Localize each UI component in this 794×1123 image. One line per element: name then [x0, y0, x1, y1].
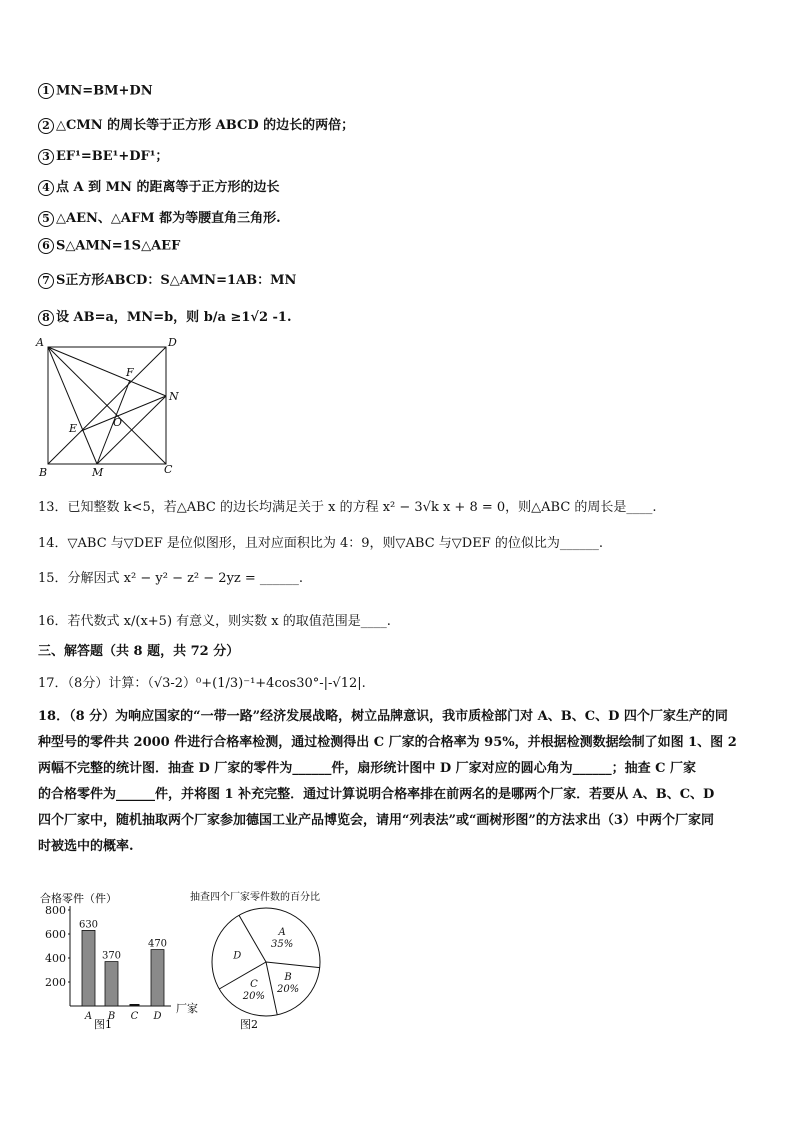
label-a: A	[36, 336, 44, 349]
label-n: N	[169, 390, 179, 403]
pie-divider	[219, 962, 266, 989]
label-o: O	[113, 416, 123, 429]
question-18-line: 两幅不完整的统计图．抽查 D 厂家的零件为______件，扇形统计图中 D 厂家对应的圆心角为______；抽查 C 厂家	[38, 761, 697, 776]
pie-chart-caption: 图2	[240, 1018, 258, 1031]
bar-category-label: C	[130, 1011, 139, 1022]
bar-data-label: 630	[78, 919, 99, 931]
bar-category-label: A	[84, 1011, 93, 1022]
bar-chart-title: 合格零件（件）	[40, 892, 117, 905]
question-16: 16．若代数式 x/(x+5) 有意义，则实数 x 的取值范围是____.	[38, 614, 391, 629]
question-15: 15．分解因式 x² − y² − z² − 2yz = ______.	[38, 571, 304, 586]
statement-number: 7	[38, 273, 54, 289]
question-14: 14．▽ABC 与▽DEF 是位似图形，且对应面积比为 4：9，则▽ABC 与▽DEF 的位似比为______.	[38, 536, 603, 551]
label-f: F	[126, 366, 134, 379]
bar-y-tick-label: 600	[45, 928, 66, 941]
question-18-line: 四个厂家中，随机抽取两个厂家参加德国工业产品博览会，请用“列表法”或“画树形图”的方法求出（3）中两个厂家同	[38, 813, 714, 828]
pie-chart-title: 抽查四个厂家零件数的百分比	[190, 892, 320, 903]
pie-slice-label-d: D	[233, 950, 242, 962]
statement-4	[38, 176, 279, 196]
question-18-line: 时被选中的概率.	[38, 839, 134, 854]
statement-number: 3	[38, 149, 54, 165]
question-18-line: 种型号的零件共 2000 件进行合格率检测，通过检测得出 C 厂家的合格率为 95%，并根据检测数据绘制了如图 1、图 2	[38, 735, 737, 750]
bar-y-tick-label: 400	[45, 952, 66, 965]
pie-divider	[266, 962, 277, 1015]
statement-number: 1	[38, 83, 54, 99]
statement-1	[38, 83, 153, 99]
pie-slice-percent: 20%	[242, 991, 266, 1003]
label-c: C	[164, 463, 173, 476]
statement-number: 4	[38, 180, 54, 196]
label-m: M	[92, 466, 104, 479]
question-18-line: 的合格零件为______件，并将图 1 补充完整．通过计算说明合格率排在前两名的是哪两个厂家．若要从 A、B、C、D	[38, 787, 715, 802]
pie-slice-label-a: A	[278, 927, 286, 939]
bar-a	[82, 930, 95, 1006]
bar-y-tick-label: 800	[45, 904, 66, 917]
pie-slice-label-b: B	[284, 971, 292, 983]
statement-6	[38, 238, 180, 254]
bar-b	[105, 962, 118, 1006]
statement-text: 点 A 到 MN 的距离等于正方形的边长	[56, 180, 280, 195]
pie-chart-figure-2	[186, 888, 346, 1033]
question-17: 17．（8分）计算：（√3-2）⁰+(1/3)⁻¹+4cos30°-|-√12|.	[38, 676, 366, 691]
bar-category-label: D	[153, 1011, 162, 1022]
question-18-line: 18．（8 分）为响应国家的“一带一路”经济发展战略，树立品牌意识，我市质检部门对 A、B、C、D 四个厂家生产的同	[38, 709, 728, 724]
pie-divider	[266, 962, 320, 968]
segment-en	[81, 396, 166, 431]
pie-slice-percent: 35%	[271, 939, 294, 951]
bar-chart-xlabel: 厂家	[176, 1002, 198, 1015]
bar-category-label: B	[107, 1011, 116, 1022]
statement-5	[38, 207, 281, 227]
statement-3	[38, 145, 168, 165]
statement-text: S正方形ABCD：S△AMN=1AB：MN	[56, 273, 297, 288]
bar-chart-caption: 图1	[94, 1018, 112, 1031]
statement-8	[38, 306, 292, 326]
statement-number: 6	[38, 238, 54, 254]
bar-data-label: 470	[147, 938, 168, 950]
square-geometry-figure	[34, 335, 184, 480]
section-heading: 三、解答题（共 8 题，共 72 分）	[38, 644, 240, 659]
pie-slice-label-c: C	[250, 979, 258, 991]
statement-7	[38, 269, 296, 289]
statement-text: 设 AB=a，MN=b，则 b/a ≥1√2 -1.	[56, 310, 292, 325]
pie-divider	[239, 915, 266, 962]
question-18	[38, 704, 756, 860]
label-e: E	[69, 422, 78, 435]
bar-y-tick-label: 200	[45, 976, 66, 989]
statement-text: MN=BM+DN	[56, 83, 153, 99]
statement-number: 5	[38, 211, 54, 227]
pie-slice-percent: 20%	[276, 983, 300, 995]
bar-d	[151, 950, 164, 1006]
statement-number: 2	[38, 118, 54, 134]
statement-text: △CMN 的周长等于正方形 ABCD 的边长的两倍；	[56, 118, 355, 133]
question-13: 13．已知整数 k<5，若△ABC 的边长均满足关于 x 的方程 x² − 3√k x + 8 = 0，则△ABC 的周长是____.	[38, 500, 657, 515]
label-b: B	[39, 466, 48, 479]
label-d: D	[168, 336, 177, 349]
statement-text: S△AMN=1S△AEF	[56, 238, 181, 254]
statement-2	[38, 114, 354, 134]
statement-number: 8	[38, 310, 54, 326]
statement-text: EF¹=BE¹+DF¹；	[56, 149, 169, 164]
bar-data-label: 370	[101, 950, 122, 962]
statement-text: △AEN、△AFM 都为等腰直角三角形.	[56, 211, 281, 226]
